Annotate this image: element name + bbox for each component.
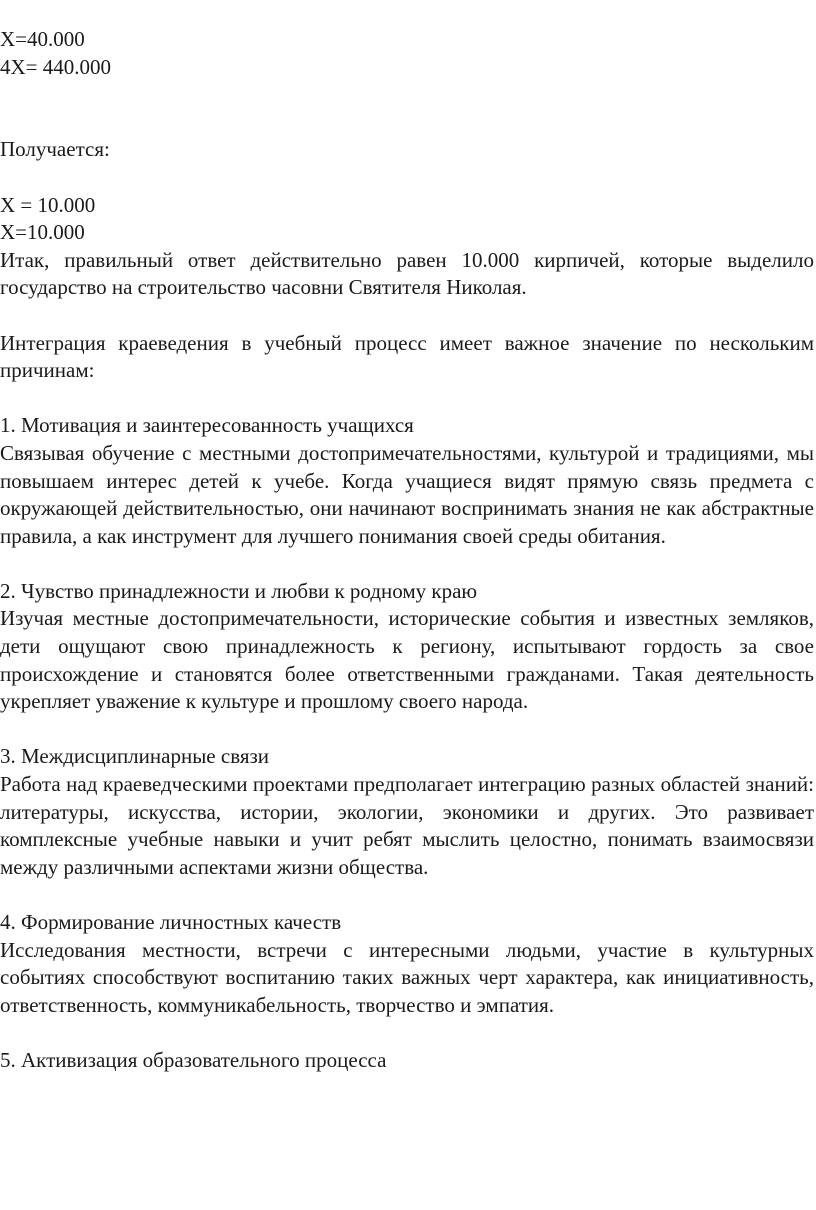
section-heading: 1. Мотивация и заинтересованность учащихся <box>0 413 414 438</box>
section-heading: 5. Активизация образовательного процесса <box>0 1047 387 1072</box>
section-body: Изучая местные достопримечательности, исторические события и известных земляков, дети ощущают свою принадлежность к региону, испытывают гордость за свое происхождение и становятся более ответственными гражданами. Такая деятельность укрепляет уважение к культуре и прошлому своего народа. <box>0 606 814 714</box>
conclusion-paragraph: Итак, правильный ответ действительно равен 10.000 кирпичей, которые выделило государство на строительство часовни Святителя Николая. <box>0 247 814 300</box>
section-body: Работа над краеведческими проектами предполагает интеграцию разных областей знаний: литературы, искусства, истории, экологии, экономики и других. Это развивает комплексные учебные навыки и учит ребят мыслить целостно, понимать взаимосвязи между различными аспектами жизни общества. <box>0 772 814 879</box>
result-label: Получается: <box>0 137 110 162</box>
spacer <box>0 109 814 137</box>
equation-2: 4Х= 440.000 <box>0 54 112 79</box>
spacer <box>0 1019 814 1047</box>
section-heading: 3. Междисциплинарные связи <box>0 744 270 769</box>
equation-4: Х=10.000 <box>0 220 85 245</box>
section-body: Связывая обучение с местными достопримечательностями, культурой и традициями, мы повышаем интерес детей к учебе. Когда учащиеся видят прямую связь предмета с окружающей действительностью, они начинают воспринимать знания не как абстрактные правила, а как инструмент для лучшего понимания своей среды обитания. <box>0 440 814 548</box>
spacer <box>0 81 814 109</box>
spacer <box>0 302 814 330</box>
spacer <box>0 881 814 909</box>
intro-paragraph: Интеграция краеведения в учебный процесс имеет важное значение по нескольким причинам: <box>0 330 814 383</box>
equation-1: Х=40.000 <box>0 27 85 51</box>
section-body: Исследования местности, встречи с интересными людьми, участие в культурных событиях способствуют воспитанию таких важных черт характера, как инициативность, ответственность, коммуникабельность, творчество и эмпатия. <box>0 937 814 1017</box>
section-heading: 4. Формирование личностных качеств <box>0 910 342 934</box>
spacer <box>0 164 814 192</box>
equation-3: Х = 10.000 <box>0 192 96 217</box>
spacer <box>0 385 814 413</box>
spacer <box>0 550 814 578</box>
document-page <box>0 26 814 1075</box>
spacer <box>0 716 814 744</box>
section-heading: 2. Чувство принадлежности и любви к родному краю <box>0 578 478 603</box>
